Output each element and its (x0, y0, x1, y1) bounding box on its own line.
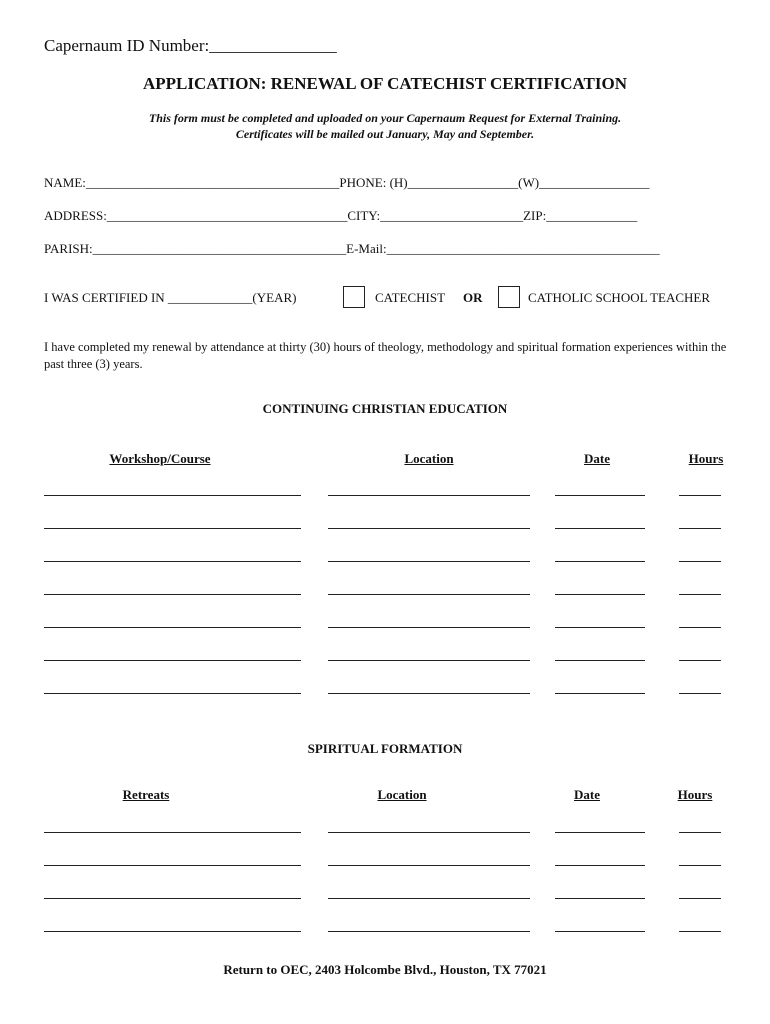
catechist-checkbox[interactable] (343, 286, 365, 308)
cce-row-5-date-line[interactable] (555, 627, 645, 628)
sf-row-2-course-line[interactable] (44, 865, 301, 866)
cce-col-workshop: Workshop/Course (109, 451, 211, 466)
cce-row-1-date-line[interactable] (555, 495, 645, 496)
sf-row-1-course-line[interactable] (44, 832, 301, 833)
renewal-statement: I have completed my renewal by attendance at thirty (30) hours of theology, methodology and spiritual formation experiences within the past three (3) years. (44, 340, 727, 371)
cce-row-6-course-line[interactable] (44, 660, 301, 661)
sf-row-4-hours-line[interactable] (679, 931, 721, 932)
cce-row-6-date-line[interactable] (555, 660, 645, 661)
name-phone-field-row[interactable]: NAME:_______________________________________PHONE: (H)_________________(W)_________________ (44, 175, 650, 190)
or-label: OR (463, 290, 483, 305)
cce-row-5-location-line[interactable] (328, 627, 530, 628)
cce-row-2-hours-line[interactable] (679, 528, 721, 529)
sf-col-hours: Hours (677, 787, 713, 802)
cce-section-title: CONTINUING CHRISTIAN EDUCATION (262, 401, 508, 416)
sf-row-2-location-line[interactable] (328, 865, 530, 866)
sf-row-3-date-line[interactable] (555, 898, 645, 899)
capernaum-id-field[interactable]: Capernaum ID Number:_______________ (44, 36, 337, 55)
cce-col-location: Location (404, 451, 454, 466)
sf-row-3-hours-line[interactable] (679, 898, 721, 899)
return-address: Return to OEC, 2403 Holcombe Blvd., Houston, TX 77021 (223, 962, 547, 977)
sf-row-4-location-line[interactable] (328, 931, 530, 932)
certified-year-field[interactable]: I WAS CERTIFIED IN _____________(YEAR) (44, 290, 297, 305)
cce-row-4-location-line[interactable] (328, 594, 530, 595)
sf-col-location: Location (377, 787, 427, 802)
catholic-school-teacher-label: CATHOLIC SCHOOL TEACHER (528, 290, 711, 305)
cce-row-3-hours-line[interactable] (679, 561, 721, 562)
cce-row-4-date-line[interactable] (555, 594, 645, 595)
catechist-label: CATECHIST (375, 290, 446, 305)
cce-row-5-hours-line[interactable] (679, 627, 721, 628)
cce-row-3-course-line[interactable] (44, 561, 301, 562)
cce-row-7-date-line[interactable] (555, 693, 645, 694)
sf-row-2-hours-line[interactable] (679, 865, 721, 866)
cce-row-7-course-line[interactable] (44, 693, 301, 694)
sf-row-1-date-line[interactable] (555, 832, 645, 833)
cce-row-3-date-line[interactable] (555, 561, 645, 562)
cce-row-3-location-line[interactable] (328, 561, 530, 562)
cce-row-2-date-line[interactable] (555, 528, 645, 529)
cce-row-2-course-line[interactable] (44, 528, 301, 529)
cce-row-2-location-line[interactable] (328, 528, 530, 529)
cce-col-hours: Hours (688, 451, 724, 466)
cce-row-1-location-line[interactable] (328, 495, 530, 496)
cce-row-6-hours-line[interactable] (679, 660, 721, 661)
cce-row-4-course-line[interactable] (44, 594, 301, 595)
sf-row-4-course-line[interactable] (44, 931, 301, 932)
cce-row-6-location-line[interactable] (328, 660, 530, 661)
sf-col-retreats: Retreats (122, 787, 170, 802)
parish-email-field-row[interactable]: PARISH:_______________________________________E-Mail:__________________________________________ (44, 241, 660, 256)
page-title: APPLICATION: RENEWAL OF CATECHIST CERTIFICATION (143, 74, 627, 93)
sf-row-1-hours-line[interactable] (679, 832, 721, 833)
sf-row-4-date-line[interactable] (555, 931, 645, 932)
sf-col-date: Date (574, 787, 600, 802)
sf-section-title: SPIRITUAL FORMATION (307, 741, 463, 756)
instruction-line-1: This form must be completed and uploaded on your Capernaum Request for External Training. (148, 111, 622, 125)
sf-row-2-date-line[interactable] (555, 865, 645, 866)
catholic-school-teacher-checkbox[interactable] (498, 286, 520, 308)
cce-row-1-course-line[interactable] (44, 495, 301, 496)
cce-col-date: Date (584, 451, 610, 466)
cce-row-5-course-line[interactable] (44, 627, 301, 628)
address-city-zip-field-row[interactable]: ADDRESS:_____________________________________CITY:______________________ZIP:______________ (44, 208, 638, 223)
cce-row-4-hours-line[interactable] (679, 594, 721, 595)
cce-row-1-hours-line[interactable] (679, 495, 721, 496)
cce-row-7-location-line[interactable] (328, 693, 530, 694)
sf-row-3-course-line[interactable] (44, 898, 301, 899)
instruction-line-2: Certificates will be mailed out January, May and September. (235, 127, 535, 141)
sf-row-1-location-line[interactable] (328, 832, 530, 833)
sf-row-3-location-line[interactable] (328, 898, 530, 899)
cce-row-7-hours-line[interactable] (679, 693, 721, 694)
